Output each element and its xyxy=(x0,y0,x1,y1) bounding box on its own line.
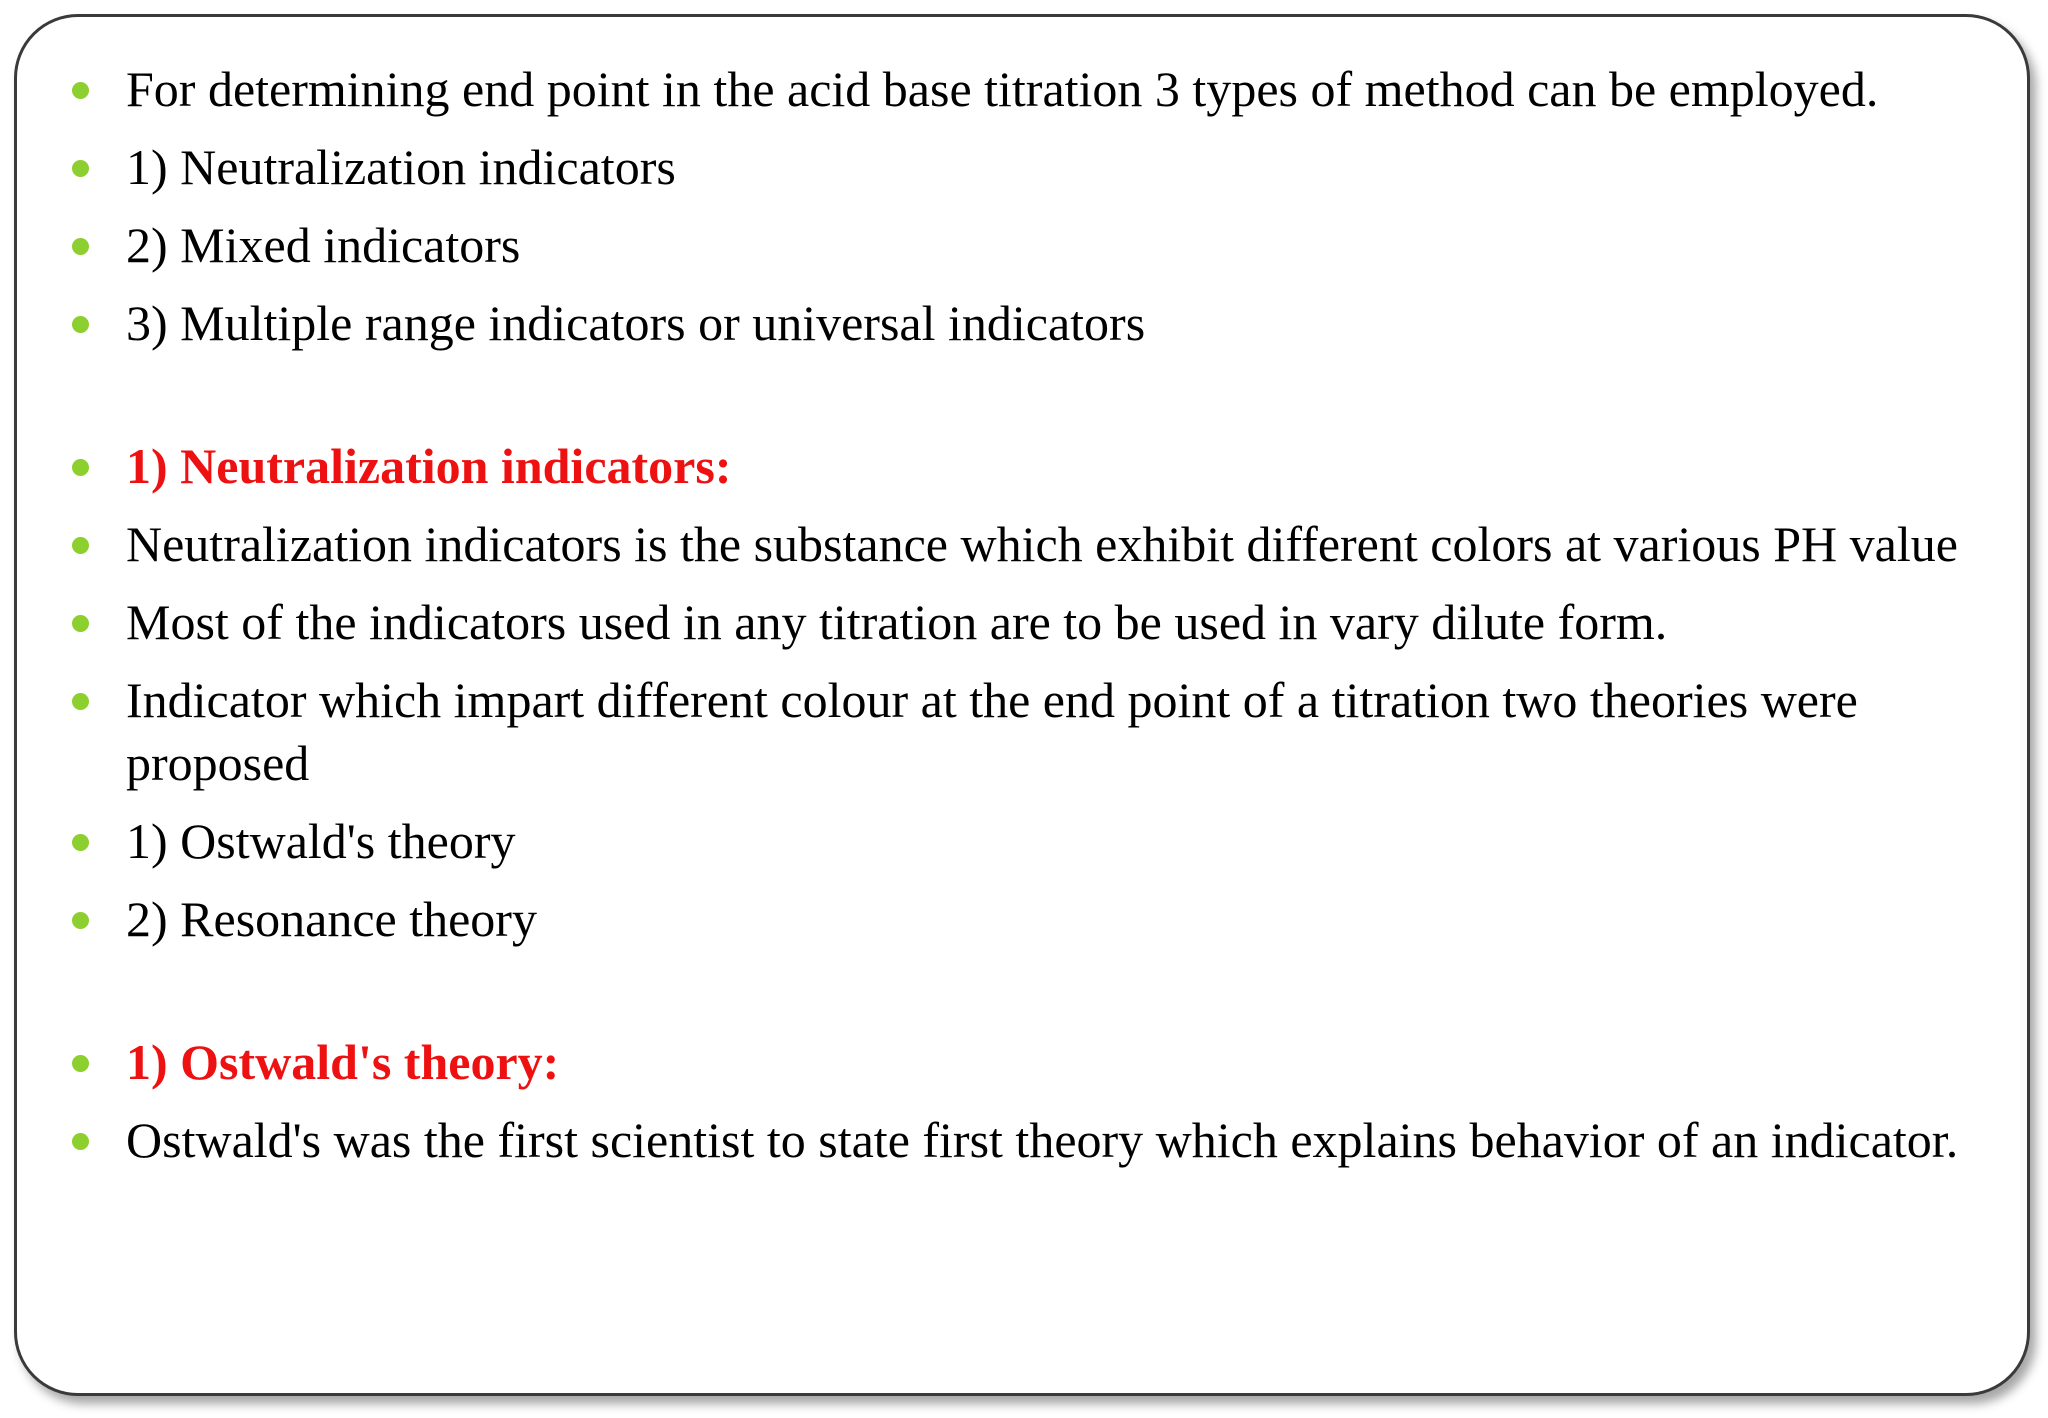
list-item-text: Ostwald's was the first scientist to state first theory which explains behavior of an indicator. xyxy=(126,1112,1959,1168)
list-item-text: Neutralization indicators is the substance which exhibit different colors at various PH value xyxy=(126,516,1958,572)
list-item xyxy=(126,136,2006,199)
list-item-text: For determining end point in the acid base titration 3 types of method can be employed. xyxy=(126,61,1879,117)
list-item-text: 3) Multiple range indicators or universal indicators xyxy=(126,295,1146,351)
list-item xyxy=(126,1109,2006,1172)
bullet-dot-icon xyxy=(72,693,89,710)
list-item xyxy=(126,888,2006,951)
bullet-dot-icon xyxy=(72,1133,89,1150)
list-item-text: Indicator which impart different colour at the end point of a titration two theories were proposed xyxy=(126,672,1858,791)
bullet-dot-icon xyxy=(72,1055,89,1072)
list-item xyxy=(126,669,2006,795)
list-item xyxy=(126,292,2006,355)
bullet-dot-icon xyxy=(72,615,89,632)
bullet-dot-icon xyxy=(72,912,89,929)
bullet-list xyxy=(126,58,2006,1187)
list-item xyxy=(126,214,2006,277)
section-heading-text: 1) Ostwald's theory: xyxy=(126,1034,560,1090)
bullet-dot-icon xyxy=(72,160,89,177)
section-heading-text: 1) Neutralization indicators: xyxy=(126,438,732,494)
list-item-text: 1) Ostwald's theory xyxy=(126,813,516,869)
bullet-dot-icon xyxy=(72,82,89,99)
section-heading-neutralization xyxy=(126,435,2006,498)
bullet-dot-icon xyxy=(72,537,89,554)
list-item-text: 2) Mixed indicators xyxy=(126,217,521,273)
list-item xyxy=(126,591,2006,654)
section-heading-ostwald xyxy=(126,1031,2006,1094)
list-item xyxy=(126,58,2006,121)
list-item-text: Most of the indicators used in any titration are to be used in vary dilute form. xyxy=(126,594,1668,650)
bullet-dot-icon xyxy=(72,459,89,476)
list-item-text: 1) Neutralization indicators xyxy=(126,139,676,195)
bullet-dot-icon xyxy=(72,834,89,851)
bullet-dot-icon xyxy=(72,316,89,333)
list-item xyxy=(126,513,2006,576)
bullet-dot-icon xyxy=(72,238,89,255)
list-item-text: 2) Resonance theory xyxy=(126,891,537,947)
list-item xyxy=(126,810,2006,873)
